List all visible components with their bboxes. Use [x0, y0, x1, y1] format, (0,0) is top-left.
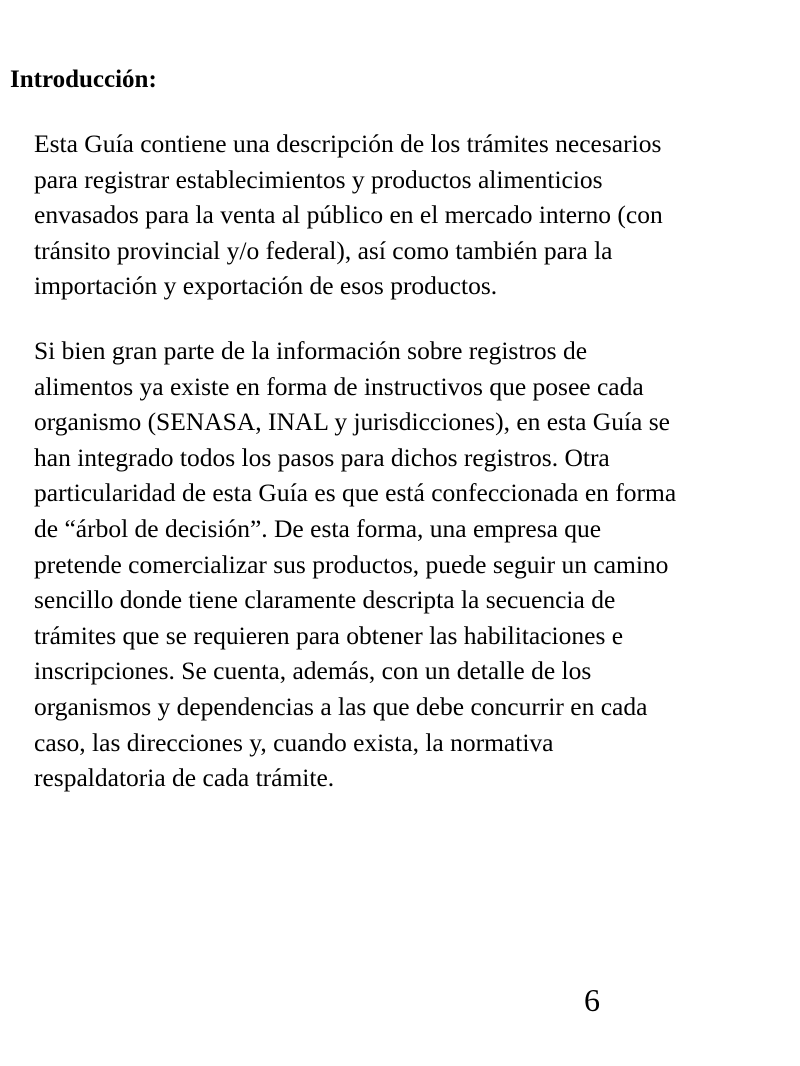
page-number: 6	[584, 982, 600, 1018]
section-heading: Introducción:	[10, 66, 157, 93]
intro-paragraph-1: Esta Guía contiene una descripción de los trámites necesarios para registrar establecimientos y productos alimenticios envasados para la venta al público en el mercado interno (con tránsito provincial y/o federal), así como también para la importación y exportación de esos productos.	[34, 129, 663, 301]
intro-paragraph-2: Si bien gran parte de la información sobre registros de alimentos ya existe en forma de instructivos que posee cada organismo (SENASA, INAL y jurisdicciones), en esta Guía se han integrado todos los pasos para dichos registros. Otra particularidad de esta Guía es que está confeccionada en forma de “árbol de decisión”. De esta forma, una empresa que pretende comercializar sus productos, puede seguir un camino sencillo donde tiene claramente descripta la secuencia de trámites que se requieren para obtener las habilitaciones e inscripciones. Se cuenta, además, con un detalle de los organismos y dependencias a las que debe concurrir en cada caso, las direcciones y, cuando exista, la normativa respaldatoria de cada trámite.	[34, 336, 677, 793]
